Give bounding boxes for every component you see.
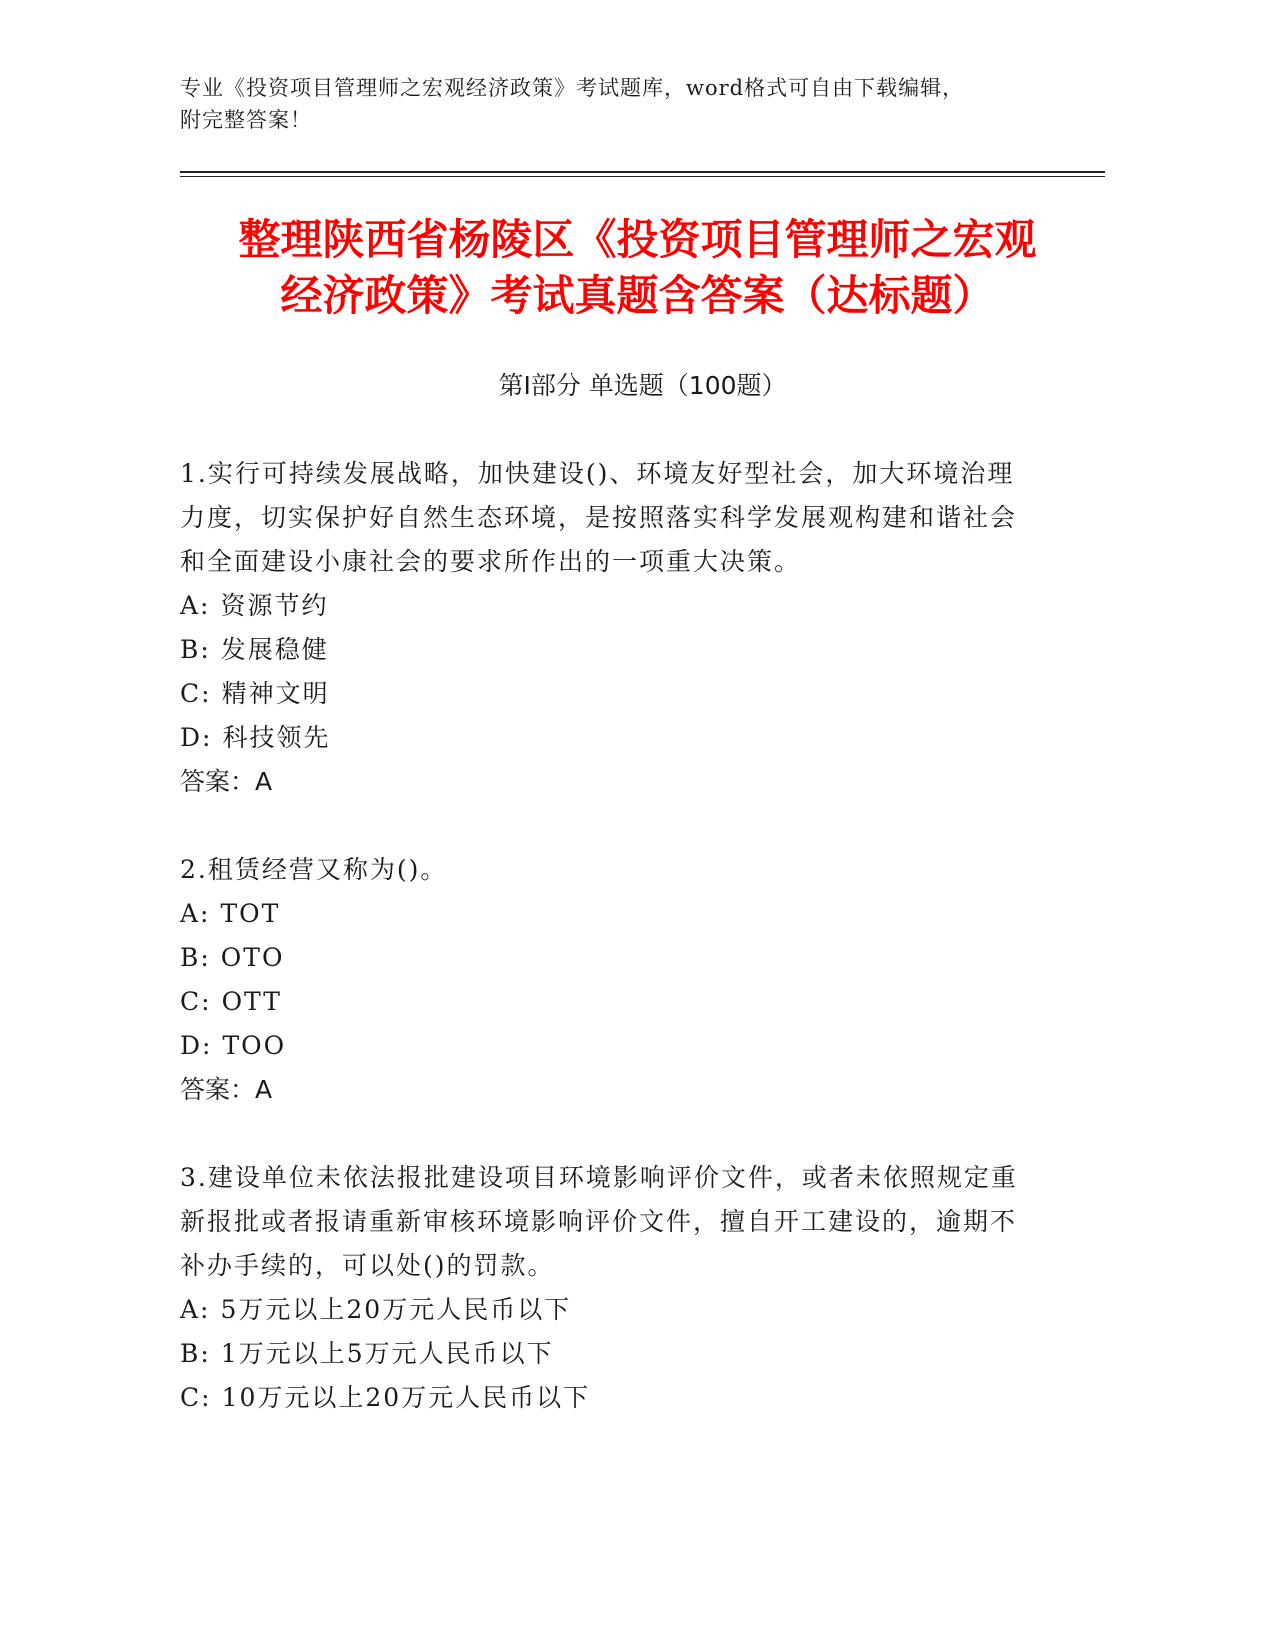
section-title: 第Ⅰ部分 单选题（100题） (498, 371, 787, 400)
option-letter: D: (180, 1031, 213, 1060)
question-option (180, 672, 1030, 716)
question-option (180, 584, 1030, 628)
option-text: TOO (222, 1031, 287, 1060)
question-2 (180, 848, 1030, 1112)
option-letter: B: (180, 943, 211, 972)
option-letter: C: (180, 987, 212, 1016)
header-note (180, 72, 1080, 136)
question-stem: 3.建设单位未依法报批建设项目环境影响评价文件，或者未依照规定重新报批或者报请重新审核环境影响评价文件，擅自开工建设的，逾期不补办手续的，可以处()的罚款。 (180, 1163, 1018, 1280)
question-option (180, 1332, 1030, 1376)
option-letter: B: (180, 1339, 211, 1368)
question-3 (180, 1156, 1030, 1420)
question-1 (180, 452, 1030, 804)
option-text: OTO (220, 943, 285, 972)
question-option (180, 628, 1030, 672)
option-text: 发展稳健 (220, 635, 329, 664)
option-letter: A: (180, 899, 211, 928)
option-letter: A: (180, 1295, 211, 1324)
question-option (180, 892, 1030, 936)
header-note-line-2: 附完整答案！ (180, 108, 312, 132)
option-text: OTT (221, 987, 282, 1016)
question-option (180, 716, 1030, 760)
option-text: 5万元以上20万元人民币以下 (220, 1295, 572, 1324)
option-text: 科技领先 (222, 723, 331, 752)
option-letter: D: (180, 723, 213, 752)
header-divider-thick (180, 171, 1105, 173)
document-title-line-1: 整理陕西省杨陵区《投资项目管理师之宏观 (238, 215, 1037, 264)
question-answer: 答案：A (180, 1075, 273, 1104)
option-text: 资源节约 (220, 591, 329, 620)
option-text: 精神文明 (221, 679, 330, 708)
option-text: 10万元以上20万元人民币以下 (221, 1383, 591, 1412)
question-stem: 2.租赁经营又称为()。 (180, 855, 448, 884)
question-option (180, 936, 1030, 980)
option-letter: B: (180, 635, 211, 664)
option-text: 1万元以上5万元人民币以下 (220, 1339, 554, 1368)
option-text: TOT (220, 899, 281, 928)
document-title (150, 212, 1125, 324)
question-option (180, 1288, 1030, 1332)
option-letter: C: (180, 1383, 212, 1412)
option-letter: A: (180, 591, 211, 620)
question-option (180, 980, 1030, 1024)
question-option (180, 1376, 1030, 1420)
question-answer: 答案：A (180, 767, 273, 796)
question-option (180, 1024, 1030, 1068)
question-list (180, 452, 1030, 1464)
document-title-line-2: 经济政策》考试真题含答案（达标题） (280, 271, 995, 320)
question-stem: 1.实行可持续发展战略，加快建设()、环境友好型社会，加大环境治理力度，切实保护好自然生态环境，是按照落实科学发展观构建和谐社会和全面建设小康社会的要求所作出的一项重大决策。 (180, 459, 1018, 576)
option-letter: C: (180, 679, 212, 708)
header-note-line-1: 专业《投资项目管理师之宏观经济政策》考试题库，word格式可自由下载编辑， (180, 76, 965, 100)
header-divider-thin (180, 176, 1105, 177)
